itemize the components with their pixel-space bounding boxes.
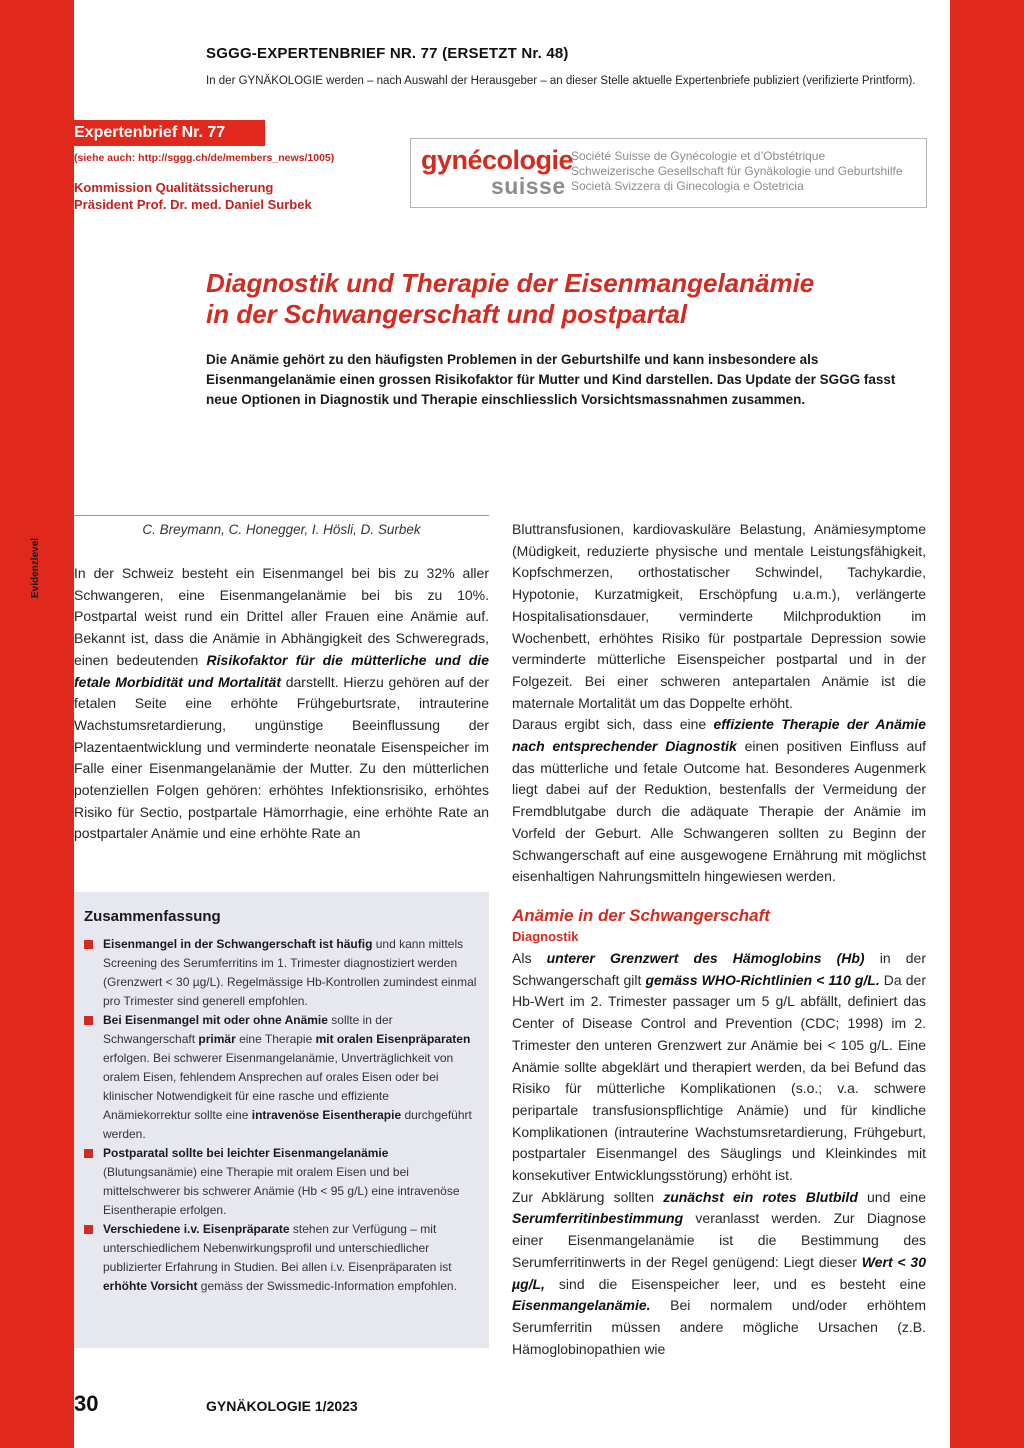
section-heading: Anämie in der Schwangerschaft bbox=[512, 906, 770, 925]
logo-line-fr: Société Suisse de Gynécologie et d’Obstétrique bbox=[571, 149, 826, 163]
section-subheading: Diagnostik bbox=[512, 929, 579, 944]
gynecologie-suisse-logo bbox=[410, 138, 927, 208]
expertenbrief-label: Expertenbrief Nr. 77 bbox=[64, 120, 265, 146]
authors-divider bbox=[74, 515, 489, 516]
consequences-paragraph: Bluttransfusionen, kardiovaskuläre Belastung, Anämiesymptome (Müdigkeit, reduzierte physische und mentale Leistungsfähigkeit, Kopfschmerzen, orthostatischer Schwindel, Tachykardie, Hypotonie, Kurzatmigkeit, Erschöpfung u.a.m.), verlängerte Hospitalisationsdauer, verminderte Milchproduktion im Wochenbett, erhöhtes Risiko für postpartale Depression sowie verminderte mütterliche Eisenspeicher postpartal und in der Folgezeit. Bei einer schweren antepartalen Anämie ist die maternale Mortalität um das Doppelte erhöht. bbox=[512, 521, 926, 711]
header-title: SGGG-EXPERTENBRIEF NR. 77 (ERSETZT Nr. 48) bbox=[206, 45, 569, 62]
intro-paragraph: In der Schweiz besteht ein Eisenmangel bei bis zu 32% aller Schwangeren, eine Eisenmangelanämie bei bis zu 10%. Postpartal weist rund ein Drittel aller Frauen eine Anämie auf. Bekannt ist, dass die Anämie in Abhängigkeit des Schweregrads, einen bedeutenden Risikofaktor für die mütterliche und die fetale Morbidität und Mortalität darstellt. Hierzu gehören auf der fetalen Seite eine erhöhte Frühgeburtsrate, intrauterine Wachstumsretardierung, ungünstige Beeinflussung der Plazentaentwicklung und verminderte neonatale Eisenspeicher im Falle einer Eisenmangelanämie der Mutter. Zu den mütterlichen potenziellen Folgen gehören: erhöhtes Infektionsrisiko, erhöhtes Risiko für Sectio, postpartale Hämorrhagie, eine erhöhte Rate an postpartaler Anämie und eine erhöhte Rate an bbox=[74, 565, 489, 842]
page-number: 30 bbox=[74, 1391, 99, 1416]
summary-title: Zusammenfassung bbox=[84, 908, 221, 925]
lead-paragraph: Die Anämie gehört zu den häufigsten Problemen in der Geburtshilfe und kann insbesondere als Eisenmangelanämie einen grossen Risikofaktor für Mutter und Kind darstellen. Das Update der SGGG fasst neue Optionen in Diagnostik und Therapie einschliesslich Vorsichtsmassnahmen zusammen. bbox=[206, 352, 896, 407]
logo-line-it: Società Svizzera di Ginecologia e Ostetricia bbox=[571, 179, 804, 193]
article-title-line-2: in der Schwangerschaft und postpartal bbox=[206, 299, 688, 329]
logo-line-de: Schweizerische Gesellschaft für Gynäkologie und Geburtshilfe bbox=[571, 164, 903, 178]
logo-society-names bbox=[571, 149, 903, 194]
bullet-square-icon bbox=[84, 1225, 93, 1234]
article-title-line-1: Diagnostik und Therapie der Eisenmangelanämie bbox=[206, 268, 815, 298]
logo-word-gynecologie: gynécologie bbox=[421, 145, 574, 175]
bullet-square-icon bbox=[84, 940, 93, 949]
article-title bbox=[206, 268, 814, 330]
header-subtitle: In der GYNÄKOLOGIE werden – nach Auswahl der Herausgeber – an dieser Stelle aktuelle Expertenbriefe publiziert (verifizierte Printform). bbox=[206, 75, 916, 87]
diagnostik-paragraph-2: Zur Abklärung sollten zunächst ein rotes Blutbild und eine Serumferritinbestimmung veranlasst werden. Zur Diagnose einer Eisenmangelanämie ist die Bestimmung des Serumferritinwerts in der Regel genügend: Liegt dieser Wert < 30 µg/L, sind die Eisenspeicher leer, und es besteht eine Eisenmangelanämie. Bei normalem und/oder erhöhtem Serumferritin müssen andere mögliche Ursachen (z.B. Hämoglobinopathien wie bbox=[512, 1188, 927, 1357]
body-column-2 bbox=[512, 519, 926, 888]
summary-box bbox=[74, 892, 489, 1348]
praesident-name: Präsident Prof. Dr. med. Daniel Surbek bbox=[74, 197, 312, 212]
kommission-name: Kommission Qualitätssicherung bbox=[74, 180, 274, 195]
journal-footer: GYNÄKOLOGIE 1/2023 bbox=[206, 1398, 358, 1414]
kommission-block bbox=[74, 179, 312, 213]
body-column-1 bbox=[74, 563, 489, 845]
body-column-3 bbox=[512, 948, 926, 1360]
bullet-square-icon bbox=[84, 1149, 93, 1158]
evidenzlevel-side-label: Evidenzlevel bbox=[30, 537, 41, 598]
summary-item: Verschiedene i.v. Eisenpräparate stehen zur Verfügung – mit unterschiedlichem Nebenwirkungsprofil und unterschiedlicher publizierter Erfahrung in Studien. Bei allen i.v. Eisenpräparaten ist erhöhte Vorsicht gemäss der Swissmedic-Information empfohlen. bbox=[84, 1220, 477, 1296]
summary-item: Bei Eisenmangel mit oder ohne Anämie sollte in der Schwangerschaft primär eine Therapie mit oralen Eisenpräparaten erfolgen. Bei schwerer Eisenmangelanämie, Unverträglichkeit von oralem Eisen, fehlendem Ansprechen auf orales Eisen oder bei klinischer Notwendigkeit für eine rasche und effiziente Anämiekorrektur sollte eine intravenöse Eisentherapie durchgeführt werden. bbox=[84, 1011, 477, 1144]
left-red-bar bbox=[0, 0, 74, 1448]
logo-word-suisse: suisse bbox=[491, 173, 566, 199]
authors-line: C. Breymann, C. Honegger, I. Hösli, D. Surbek bbox=[142, 522, 421, 537]
diagnostik-paragraph-1: Als unterer Grenzwert des Hämoglobins (Hb) in der Schwangerschaft gilt gemäss WHO-Richtlinien < 110 g/L. Da der Hb-Wert im 2. Trimester passager um 5 g/L abfällt, definiert das Center of Disease Control and Prevention (CDC; 1998) im 2. Trimester den unteren Grenzwert zur Anämie bei < 105 g/L. Eine Anämie sollte abgeklärt und therapiert werden, da bei Befund das Risiko für mütterliche Komplikationen (s.o.; v.a. schwere peripartale transfusionspflichtige Anämie) und für kindliche Komplikationen (intrauterine Wachstumsretardierung, Frühgeburt, postpartaler Eisenmangel des Säuglings und Kleinkindes mit konsekutiver Entwicklungsstörung) erhöht ist. bbox=[512, 950, 926, 1184]
right-red-bar bbox=[950, 0, 1024, 1448]
summary-item: Eisenmangel in der Schwangerschaft ist häufig und kann mittels Screening des Serumferritins im 1. Trimester diagnostiziert werden (Grenzwert < 30 µg/L). Regelmässige Hb-Kontrollen zumindest einmal pro Trimester sind generell empfohlen. bbox=[84, 935, 477, 1011]
therapy-paragraph: Daraus ergibt sich, dass eine effiziente Therapie der Anämie nach entsprechender Diagnostik einen positiven Einfluss auf das mütterliche und fetale Outcome hat. Besonderes Augenmerk liegt dabei auf der Reduktion, bestenfalls der Vermeidung der Fremdblutgabe durch die adäquate Therapie der Anämie im Vorfeld der Geburt. Alle Schwangeren sollten zu Beginn der Schwangerschaft auf eine ausgewogene Ernährung mit möglichst eisenhaltigen Nahrungsmitteln hingewiesen werden. bbox=[512, 716, 926, 885]
bullet-square-icon bbox=[84, 1016, 93, 1025]
siehe-auch-link[interactable]: (siehe auch: http://sggg.ch/de/members_news/1005) bbox=[74, 152, 335, 164]
summary-item: Postparatal sollte bei leichter Eisenmangelanämie (Blutungsanämie) eine Therapie mit oralem Eisen und bei mittelschwerer bis schwerer Anämie (Hb < 95 g/L) eine intravenöse Eisentherapie erfolgen. bbox=[84, 1144, 477, 1220]
